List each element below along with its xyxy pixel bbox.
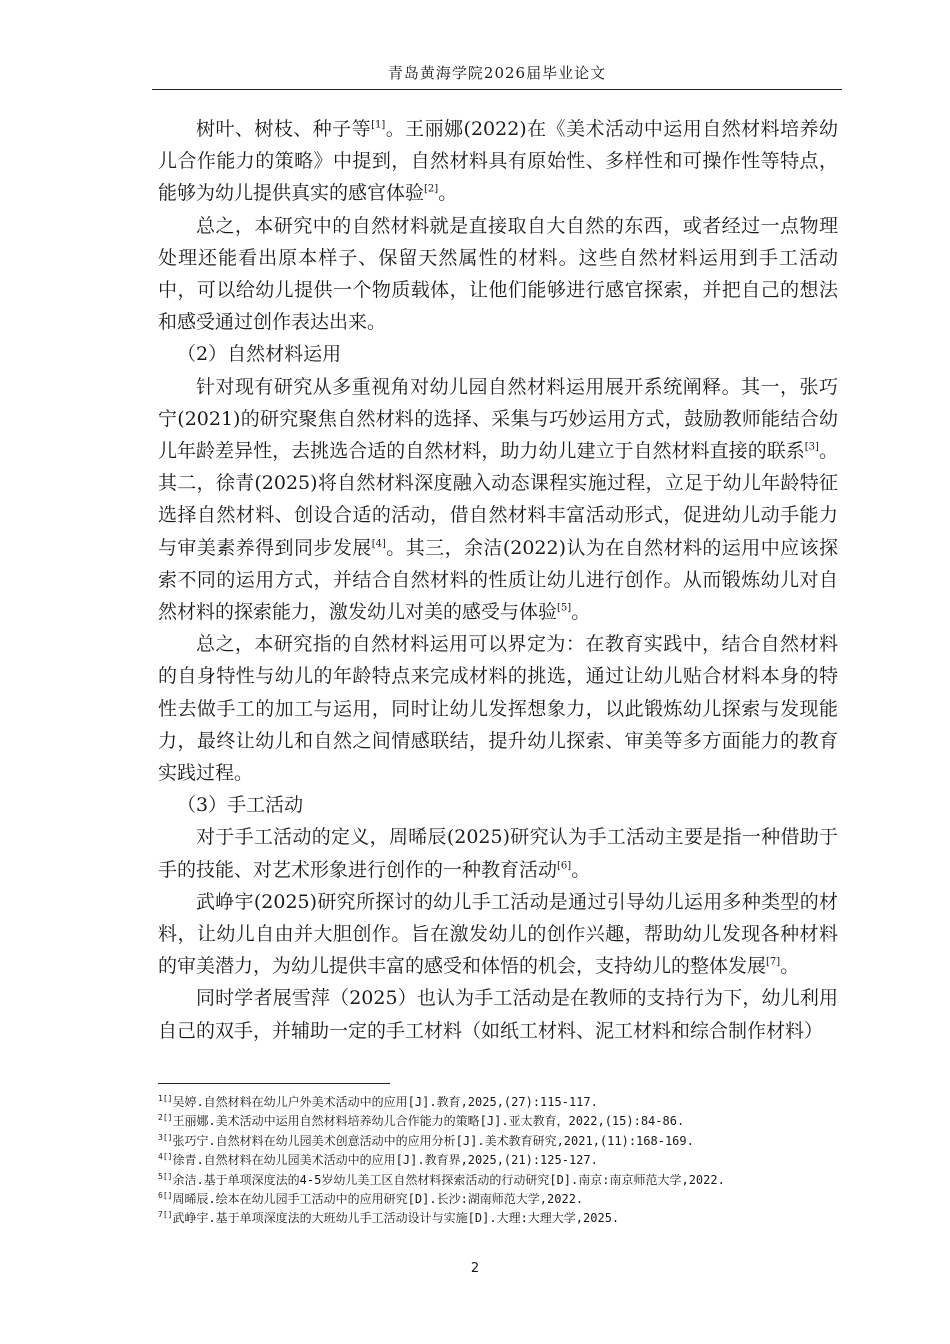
footnote-item <box>158 1190 838 1209</box>
citation-marker: [2] <box>424 184 439 196</box>
paragraph-text: 对于手工活动的定义，周晞辰(2025)研究认为手工活动主要是指一种借助于手的技能、对艺术形象进行创作的一种教育活动 <box>158 826 838 881</box>
paragraph-text: 树叶、树枝、种子等 <box>196 118 372 140</box>
footnote-marker: 7[] <box>158 1210 173 1220</box>
paragraph-text: 。 <box>571 601 591 624</box>
citation-marker: [4] <box>371 538 386 550</box>
paragraph-text: （2）自然材料运用 <box>177 343 342 366</box>
footnote-text: 吴婷.自然材料在幼儿户外美术活动中的应用[J].教育,2025,(27):115-117. <box>172 1095 598 1109</box>
footnote-marker: 4[] <box>158 1152 173 1162</box>
paragraph-text: 总之，本研究中的自然材料就是直接取自大自然的东西，或者经过一点物理处理还能看出原本样子、保留天然属性的材料。这些自然材料运用到手工活动中，可以给幼儿提供一个物质载体，让他们能够进行感官探索，并把自己的想法和感受通过创作表达出来。 <box>158 214 838 334</box>
section-heading <box>158 338 838 370</box>
citation-marker: [3] <box>804 441 819 453</box>
body-paragraph <box>158 821 838 885</box>
body-paragraph <box>158 113 838 210</box>
footnote-text: 余洁.基于单项深度法的4-5岁幼儿美工区自然材料探索活动的行动研究[D].南京:南京师范大学,2022. <box>172 1172 725 1187</box>
footnotes <box>158 1093 838 1229</box>
footnote-item <box>158 1151 838 1170</box>
footnote-marker: 1[] <box>158 1094 173 1103</box>
paragraph-text: 同时学者展雪萍（2025）也认为手工活动是在教师的支持行为下，幼儿利用自己的双手，并辅助一定的手工材料（如纸工材料、泥工材料和综合制作材料） <box>158 987 838 1042</box>
citation-marker: [5] <box>557 602 572 614</box>
footnote-item <box>158 1171 838 1190</box>
body-paragraph <box>158 886 838 983</box>
footnote-marker: 5[] <box>158 1171 173 1181</box>
footnote-item <box>158 1132 838 1151</box>
paragraph-text: 。 <box>438 182 458 205</box>
footnote-marker: 6[] <box>158 1191 173 1201</box>
body-paragraph <box>158 982 838 1046</box>
citation-marker: [6] <box>557 860 572 872</box>
footnote-text: 徐青.自然材料在幼儿园美术活动中的应用[J].教育界,2025,(21):125-127. <box>172 1153 598 1168</box>
paragraph-text: 。 <box>571 858 591 881</box>
paragraph-text: 武峥宇(2025)研究所探讨的幼儿手工活动是通过引导幼儿运用多种类型的材料，让幼儿自由并大胆创作。旨在激发幼儿的创作兴趣，帮助幼儿发现各种材料的审美潜力，为幼儿提供丰富的感受和体悟的机会，支持幼儿的整体发展 <box>158 890 838 978</box>
footnote-text: 张巧宁.自然材料在幼儿园美术创意活动中的应用分析[J].美术教育研究,2021,(11):168-169. <box>172 1133 694 1148</box>
footnote-text: 王丽娜.美术活动中运用自然材料培养幼儿合作能力的策略[J].亚太教育，2022,(15):84-86. <box>172 1114 685 1129</box>
footnote-item <box>158 1209 838 1228</box>
paragraph-text: 。王丽娜(2022)在《美术活动中运用自然材料培养幼儿合作能力的策略》中提到，自然材料具有原始性、多样性和可操作性等特点，能够为幼儿提供真实的感官体验 <box>158 118 838 205</box>
footnote-text: 武峥宇.基于单项深度法的大班幼儿手工活动设计与实施[D].大理:大理大学,2025. <box>172 1211 620 1226</box>
body-text <box>158 113 838 1047</box>
paragraph-text: 针对现有研究从多重视角对幼儿园自然材料运用展开系统阐释。其一，张巧宁(2021)的研究聚焦自然材料的选择、采集与巧妙运用方式，鼓励教师能结合幼儿年龄差异性，去挑选合适的自然材料，助力幼儿建立于自然材料直接的联系 <box>158 375 838 463</box>
footnote-item <box>158 1112 838 1131</box>
body-paragraph <box>158 210 838 339</box>
paragraph-text: 。 <box>780 955 800 978</box>
footnote-divider <box>158 1083 390 1084</box>
footnote-marker: 2[] <box>158 1113 173 1123</box>
body-paragraph <box>158 371 838 629</box>
page-number: 2 <box>470 1261 480 1276</box>
paragraph-text: 。其二，徐青(2025)将自然材料深度融入动态课程实施过程，立足于幼儿年龄特征选择自然材料、创设合适的活动，借自然材料丰富活动形式，促进幼儿动手能力与审美素养得到同步发展 <box>158 440 838 559</box>
citation-marker: [1] <box>371 119 386 131</box>
footnote-item <box>158 1093 838 1112</box>
section-heading <box>158 789 838 821</box>
paragraph-text: 。其三，余洁(2022)认为在自然材料的运用中应该探索不同的运用方式，并结合自然材料的性质让幼儿进行创作。从而锻炼幼儿对自然材料的探索能力，激发幼儿对美的感受与体验 <box>158 536 838 624</box>
body-paragraph <box>158 628 838 789</box>
footnote-text: 周晞辰.绘本在幼儿园手工活动中的应用研究[D].长沙:湖南师范大学,2022. <box>172 1192 584 1207</box>
running-header: 青岛黄海学院2026届毕业论文 <box>152 62 842 90</box>
paragraph-text: 总之，本研究指的自然材料运用可以界定为：在教育实践中，结合自然材料的自身特性与幼儿的年龄特点来完成材料的挑选，通过让幼儿贴合材料本身的特性去做手工的加工与运用，同时让幼儿发挥想象力，以此锻炼幼儿探索与发现能力，最终让幼儿和自然之间情感联结，提升幼儿探索、审美等多方面能力的教育实践过程。 <box>158 633 838 785</box>
citation-marker: [7] <box>766 956 781 968</box>
footnote-marker: 3[] <box>158 1132 173 1142</box>
paragraph-text: （3）手工活动 <box>177 794 304 817</box>
